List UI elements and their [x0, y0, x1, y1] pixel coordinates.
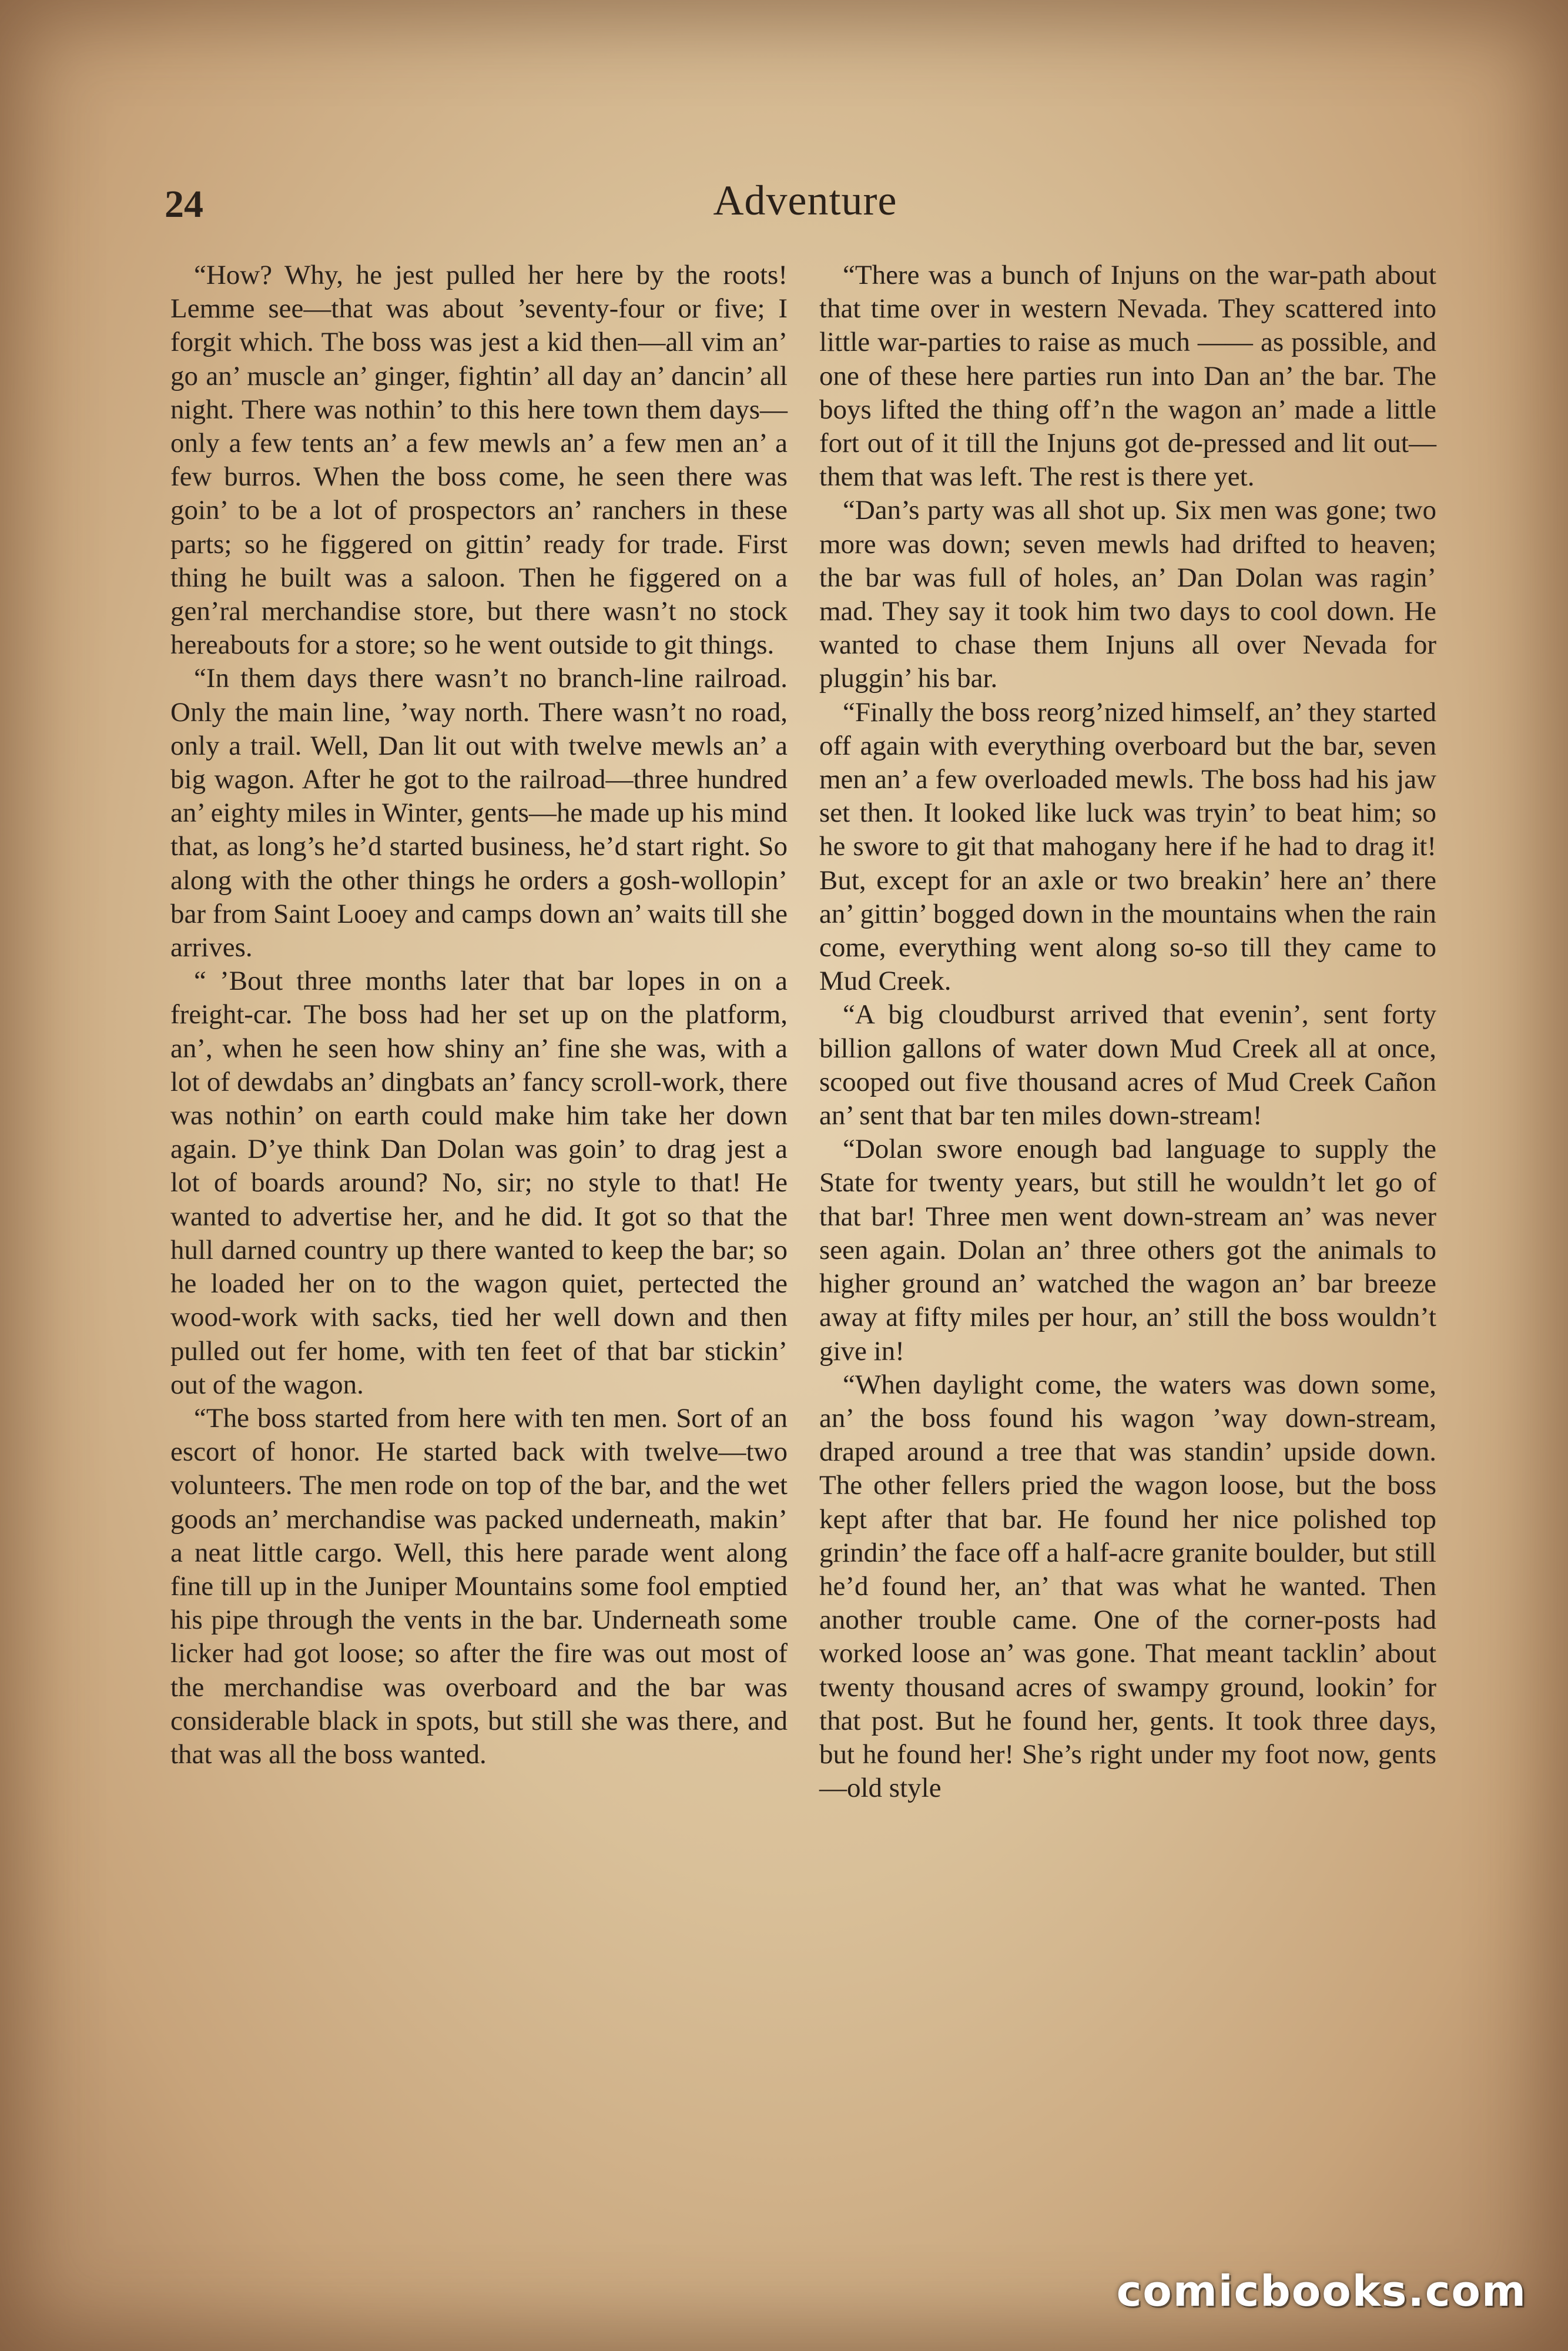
running-head: Adventure [713, 177, 897, 224]
paragraph: “Finally the boss reorg’nized himself, an’ they started off again with everything overboard but the bar, seven men an’ a few overloaded mewls. The boss had his jaw set then. It looked like luck was tryin’ to beat him; so he swore to git that mahogany here if he had to drag it! But, except for an axle or two breakin’ here an’ there an’ gittin’ bogged down in the mountains when the rain come, everything went along so-so till they came to Mud Creek. [819, 696, 1436, 997]
paragraph: “A big cloudburst arrived that evenin’, sent forty billion gallons of water down Mud Creek all at once, scooped out five thousand acres of Mud Creek Cañon an’ sent that bar ten miles down-stream! [819, 999, 1436, 1131]
paragraph: “When daylight come, the waters was down some, an’ the boss found his wagon ’way down-stream, draped around a tree that was standin’ upside down. The other fellers pried the wagon loose, but the boss kept after that bar. He found her nice polished top grindin’ the face off a half-acre granite boulder, but still he’d found her, an’ that was what he wanted. Then another trouble came. One of the corner-posts had worked loose an’ was gone. That meant tacklin’ about twenty thousand acres of swampy ground, lookin’ for that post. But he found her, gents. It took three days, but he found her! She’s right under my foot now, gents—old style [819, 1369, 1436, 1804]
paragraph: “How? Why, he jest pulled her here by the roots! Lemme see—that was about ’seventy-four or five; I forgit which. The boss was jest a kid then—all vim an’ go an’ muscle an’ ginger, fightin’ all day an’ dancin’ all night. There was nothin’ to this here town them days—only a few tents an’ a few mewls an’ a few men an’ a few burros. When the boss come, he seen there was goin’ to be a lot of prospectors an’ ranchers in these parts; so he figgered on gittin’ ready for trade. First thing he built was a saloon. Then he figgered on a gen’ral merchandise store, but there wasn’t no stock hereabouts for a store; so he went outside to git things. [170, 260, 788, 661]
paragraph: “There was a bunch of Injuns on the war-path about that time over in western Nevada. They scattered into little war-parties to raise as much —— as possible, and one of these here parties run into Dan an’ the bar. The boys lifted the thing off’n the wagon an’ made a little fort out of it till the Injuns got de-pressed and lit out—them that was left. The rest is there yet. [819, 260, 1436, 493]
paragraph: “ ’Bout three months later that bar lopes in on a freight-car. The boss had her set up on the platform, an’, when he seen how shiny an’ fine she was, with a lot of dewdabs an’ dingbats an’ fancy scroll-work, there was nothin’ on earth could make him take her down again. D’ye think Dan Dolan was goin’ to drag jest a lot of boards around? No, sir; no style to that! He wanted to advertise her, and he did. It got so that the hull darned country up there wanted to keep the bar; so he loaded her on to the wagon quiet, pertected the wood-work with sacks, tied her well down and then pulled out fer home, with ten feet of that bar stickin’ out of the wagon. [170, 966, 788, 1400]
right-column [819, 259, 1436, 1805]
left-column [170, 259, 788, 1771]
paragraph: “The boss started from here with ten men. Sort of an escort of honor. He started back with twelve—two volunteers. The men rode on top of the bar, and the wet goods an’ merchandise was packed underneath, makin’ a neat little cargo. Well, this here parade went along fine till up in the Juniper Mountains some fool emptied his pipe through the vents in the bar. Underneath some licker had got loose; so after the fire was out most of the merchandise was overboard and the bar was considerable black in spots, but still she was there, and that was all the boss wanted. [170, 1402, 788, 1770]
watermark: comicbooks.com [1116, 2266, 1527, 2316]
page-number: 24 [165, 183, 203, 226]
paragraph: “Dolan swore enough bad language to supply the State for twenty years, but still he wouldn’t let go of that bar! Three men went down-stream an’ was never seen again. Dolan an’ three others got the animals to higher ground an’ watched the wagon an’ bar breeze away at fifty miles per hour, an’ still the boss wouldn’t give in! [819, 1134, 1436, 1367]
paragraph: “Dan’s party was all shot up. Six men was gone; two more was down; seven mewls had drifted to heaven; the bar was full of holes, an’ Dan Dolan was ragin’ mad. They say it took him two days to cool down. He wanted to chase them Injuns all over Nevada for pluggin’ his bar. [819, 495, 1436, 694]
paragraph: “In them days there wasn’t no branch-line railroad. Only the main line, ’way north. There wasn’t no road, only a trail. Well, Dan lit out with twelve mewls an’ a big wagon. After he got to the railroad—three hundred an’ eighty miles in Winter, gents—he made up his mind that, as long’s he’d started business, he’d start right. So along with the other things he orders a gosh-wollopin’ bar from Saint Looey and camps down an’ waits till she arrives. [170, 663, 788, 963]
page-header [165, 176, 1446, 247]
